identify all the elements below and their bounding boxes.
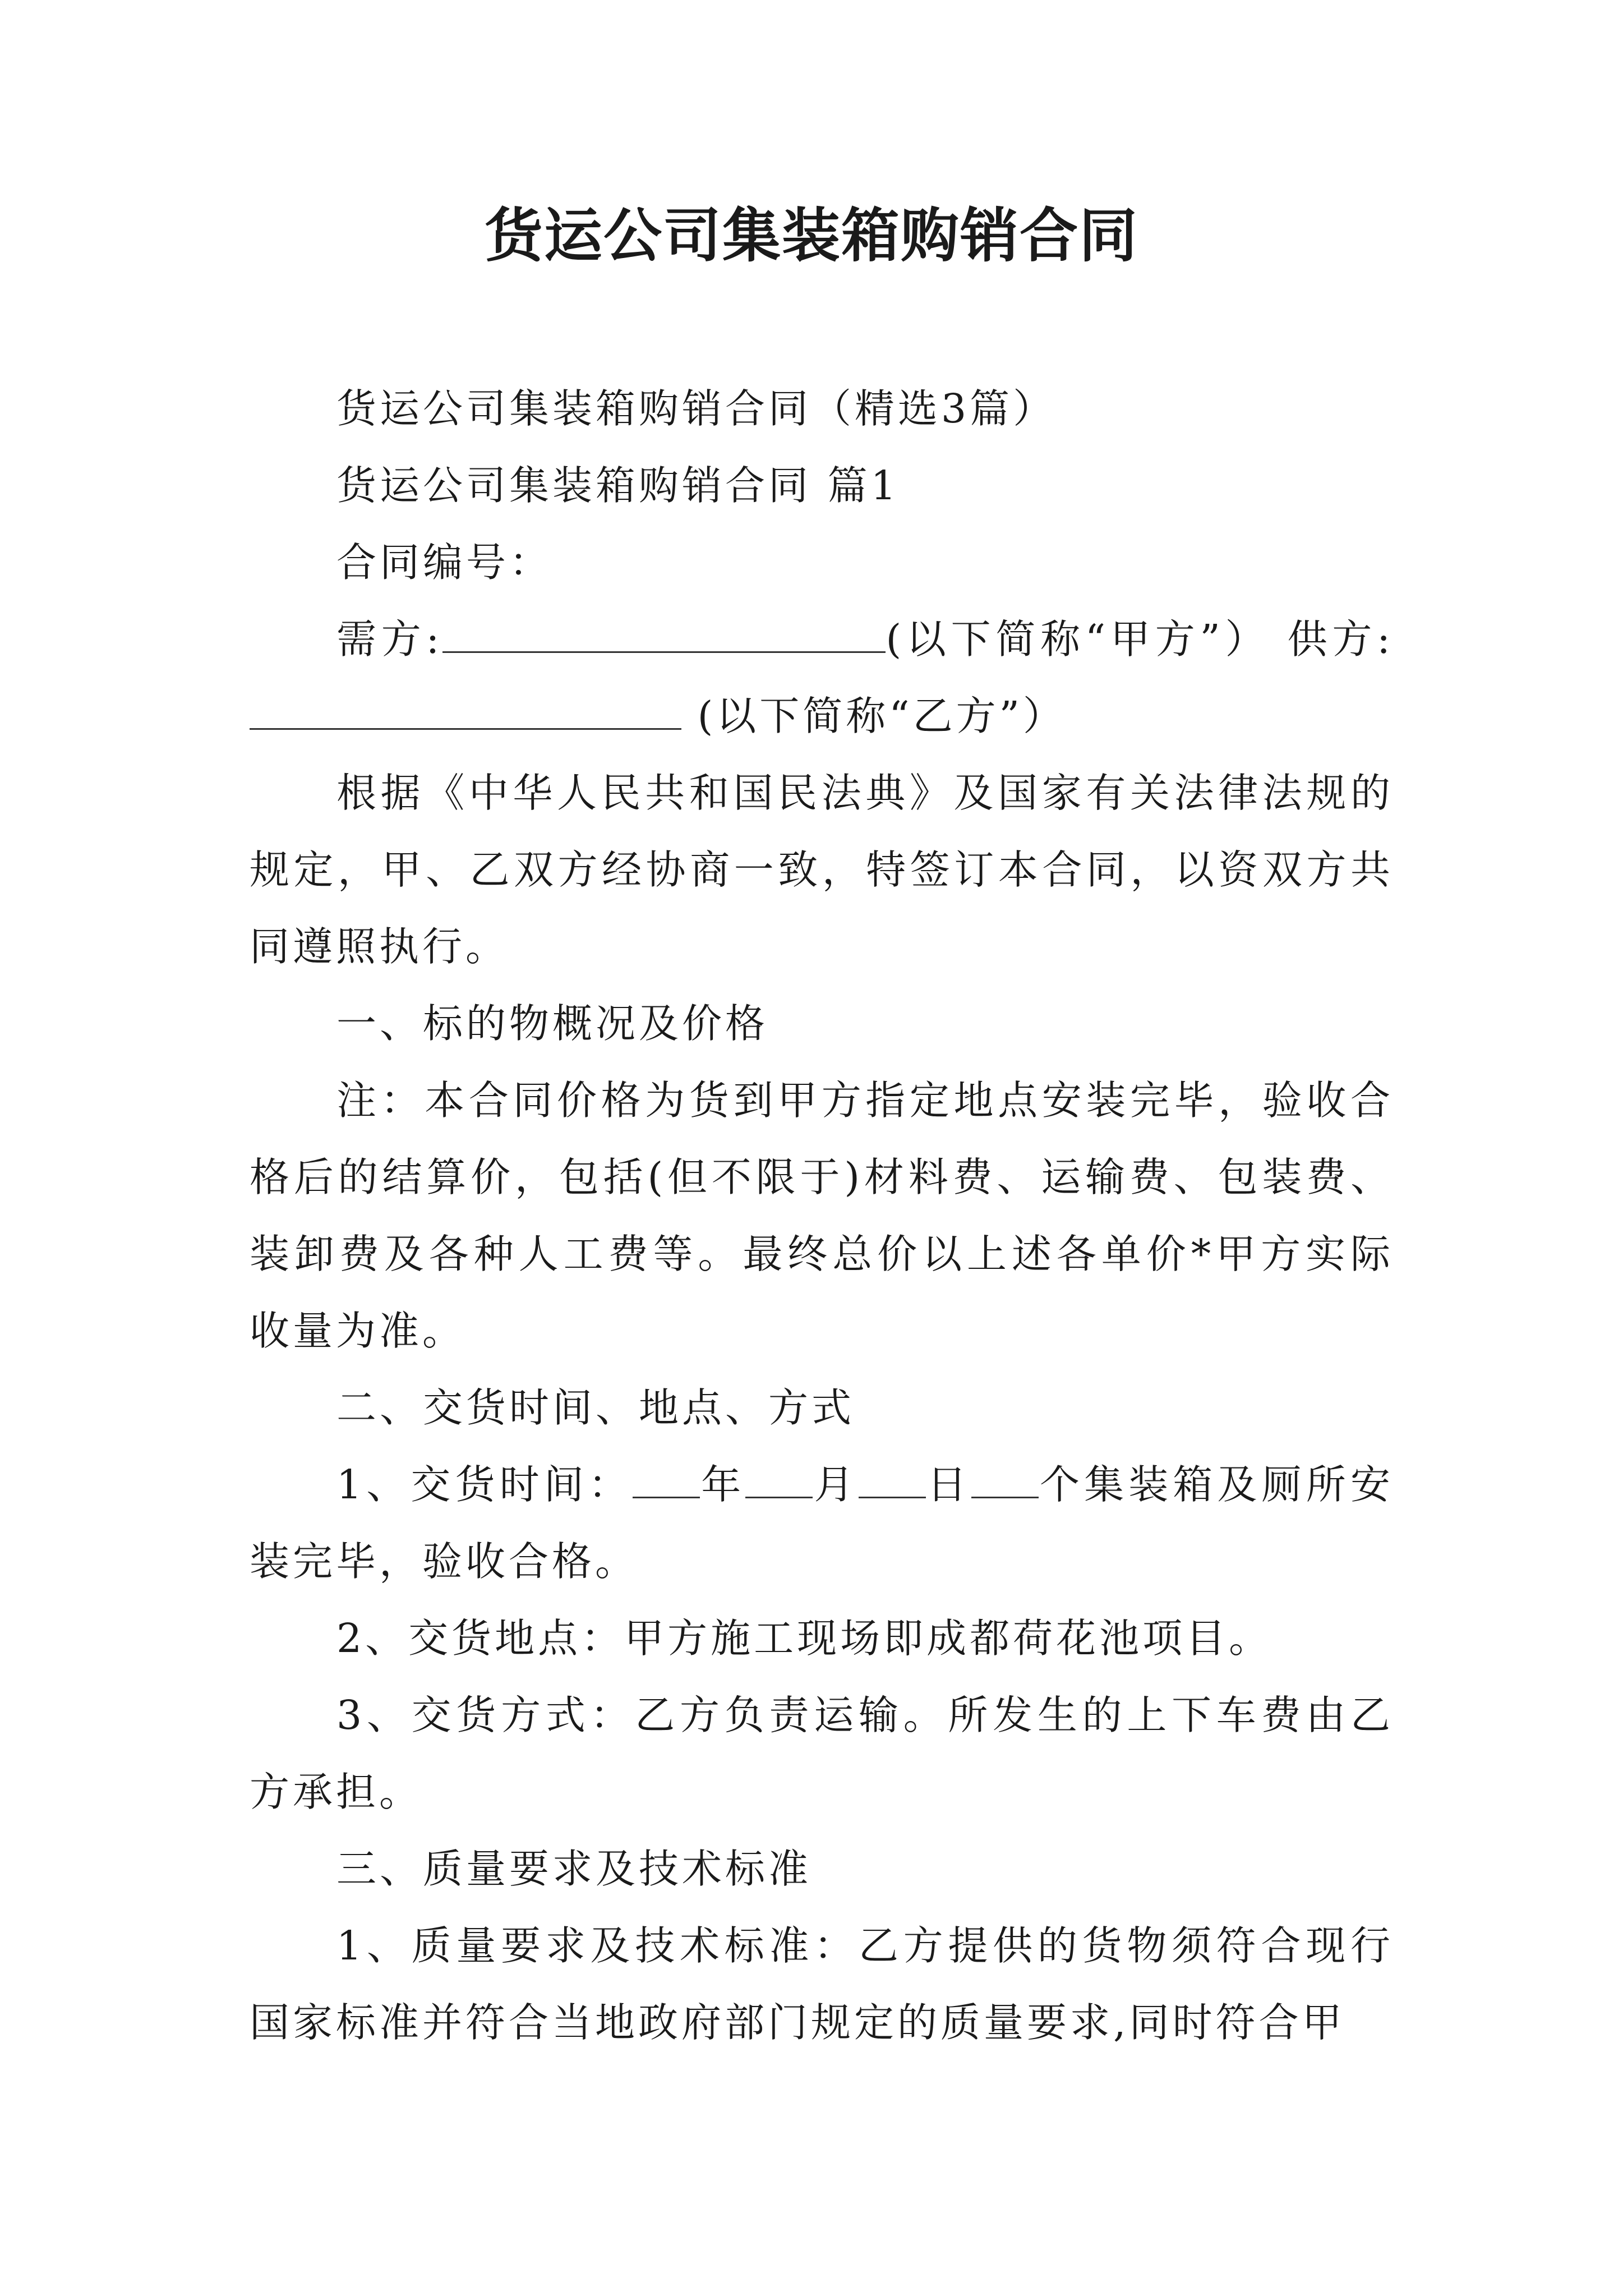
section2-heading: 二、交货时间、地点、方式 (336, 1384, 855, 1431)
part-heading: 货运公司集装箱购销合同 篇1 (336, 462, 900, 509)
seller-label: 供方: (1287, 616, 1394, 662)
buyer-blank (442, 618, 886, 653)
seller-blank (250, 694, 681, 730)
day-blank (859, 1463, 926, 1498)
subtitle: 货运公司集装箱购销合同（精选3篇） (336, 385, 1057, 432)
month-label: 月 (813, 1461, 859, 1508)
buyer-suffix: (以下简称“甲方”） (886, 616, 1270, 662)
year-label: 年 (700, 1461, 746, 1508)
delivery-time-paragraph (250, 1446, 1394, 1600)
buyer-label: 需方: (336, 616, 443, 662)
section1-heading: 一、标的物概况及价格 (336, 1000, 769, 1047)
parties-paragraph (250, 601, 1394, 754)
document-body (250, 370, 1394, 2061)
delivery-method: 3、交货方式：乙方负责运输。所发生的上下车费由乙方承担。 (250, 1692, 1394, 1815)
day-label: 日 (925, 1461, 971, 1508)
document-title: 货运公司集装箱购销合同 (484, 201, 1138, 270)
delivery-place: 2、交货地点：甲方施工现场即成都荷花池项目。 (336, 1615, 1272, 1662)
section1-note: 注：本合同价格为货到甲方指定地点安装完毕，验收合格后的结算价，包括(但不限于)材料费、运输费、包装费、装卸费及各种人工费等。最终总价以上述各单价*甲方实际收量为准。 (250, 1077, 1394, 1354)
delivery-time-prefix: 1、交货时间： (336, 1461, 633, 1508)
quality-item-1: 1、质量要求及技术标准：乙方提供的货物须符合现行国家标准并符合当地政府部门规定的质量要求,同时符合甲 (250, 1922, 1394, 2046)
contract-number-label: 合同编号： (336, 539, 553, 586)
count-blank (971, 1463, 1039, 1498)
section3-heading: 三、质量要求及技术标准 (336, 1846, 812, 1892)
year-blank (633, 1463, 700, 1498)
delivery-time-suffix: 个集装箱及厕所安装完毕，验收合格。 (250, 1461, 1394, 1585)
intro-paragraph: 根据《中华人民共和国民法典》及国家有关法律法规的规定，甲、乙双方经协商一致，特签订本合同，以资双方共同遵照执行。 (250, 770, 1394, 970)
seller-suffix: (以下简称“乙方”） (697, 693, 1066, 739)
month-blank (745, 1463, 813, 1498)
